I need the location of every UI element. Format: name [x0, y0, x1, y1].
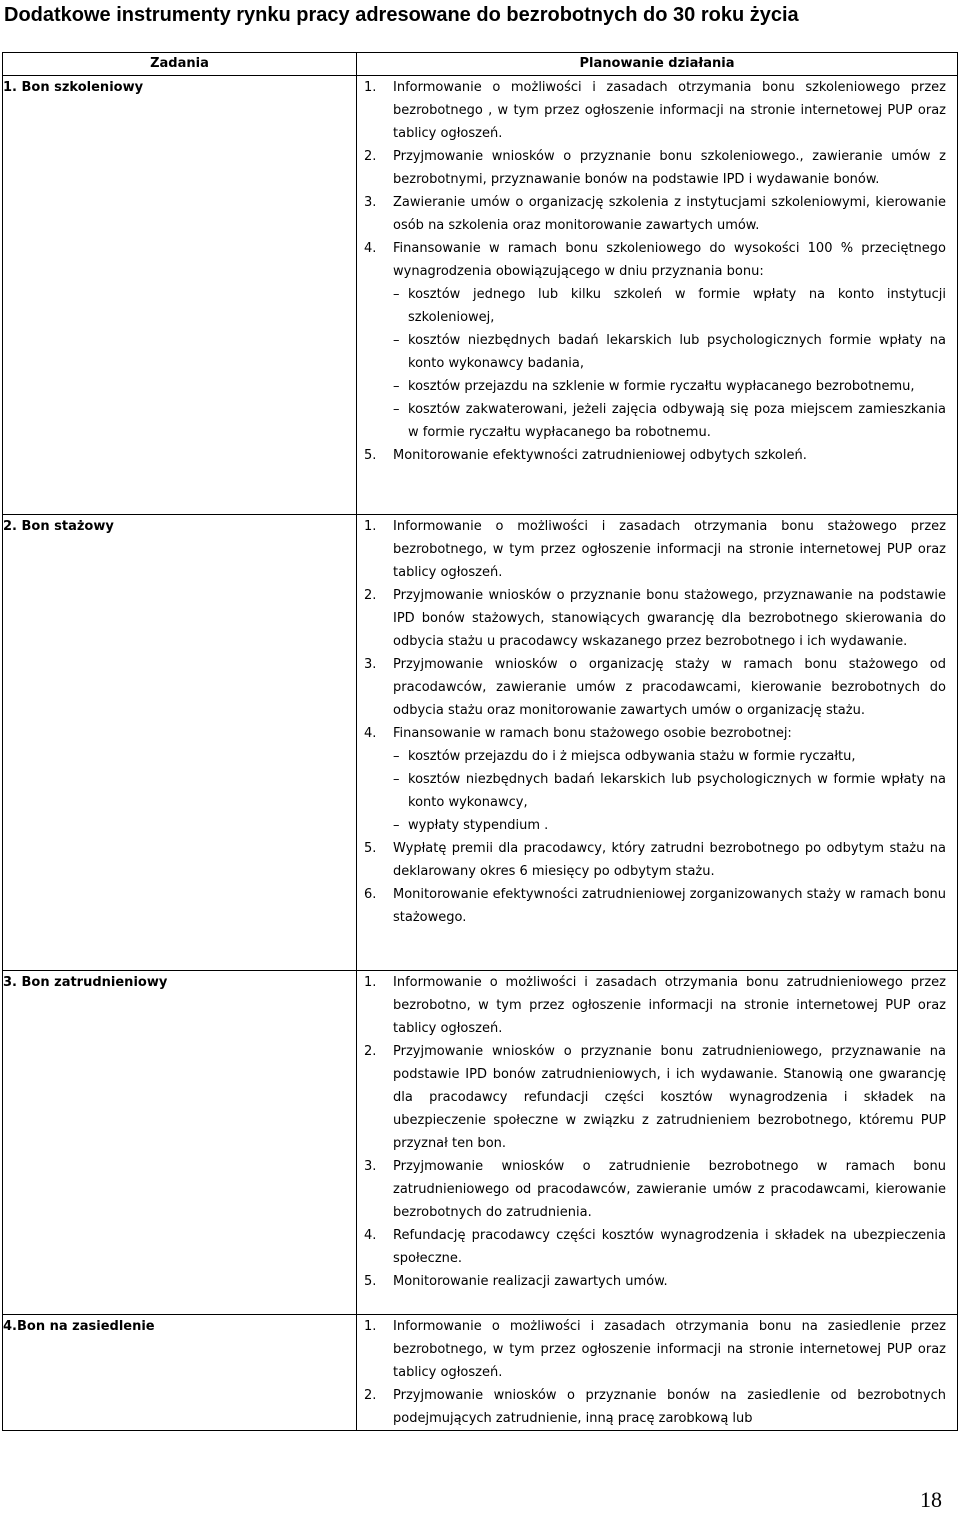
- step-number: 2.: [364, 1044, 377, 1059]
- sub-list: [393, 283, 946, 444]
- step-item: [357, 584, 946, 653]
- step-number: 2.: [364, 149, 377, 164]
- table-row: [3, 971, 958, 1315]
- action-plan-table: [2, 52, 958, 1431]
- step-item: [357, 1224, 946, 1270]
- table-header-row: [3, 53, 958, 76]
- steps-list: [357, 1315, 957, 1430]
- step-text: Przyjmowanie wniosków o organizację staży w ramach bonu stażowego od pracodawców, zawieranie umów z pracodawcami, kierowanie bezrobotnych do odbycia stażu oraz monitorowanie zawartych umów o organizację stażu.: [393, 657, 946, 718]
- sub-text: kosztów niezbędnych badań lekarskich lub psychologicznych formie wpłaty na konto wykonawcy badania,: [408, 333, 946, 371]
- step-item: [357, 76, 946, 145]
- sub-text: kosztów przejazdu do i ż miejsca odbywania stażu w formie ryczałtu,: [408, 749, 856, 764]
- page-title: Dodatkowe instrumenty rynku pracy adresowane do bezrobotnych do 30 roku życia: [4, 4, 799, 26]
- sub-item: [393, 375, 946, 398]
- sub-item: [393, 398, 946, 444]
- step-text: Monitorowanie efektywności zatrudnieniowej odbytych szkoleń.: [393, 448, 807, 463]
- table-row: [3, 76, 958, 515]
- steps-list: [357, 515, 957, 929]
- step-item: [357, 237, 946, 444]
- step-text: Zawieranie umów o organizację szkolenia z instytucjami szkoleniowymi, kierowanie osób na szkolenia oraz monitorowanie zawartych umów.: [393, 195, 946, 233]
- step-text: Monitorowanie realizacji zawartych umów.: [393, 1274, 668, 1289]
- step-item: [357, 1315, 946, 1384]
- step-text: Informowanie o możliwości i zasadach otrzymania bonu stażowego przez bezrobotnego, w tym przez ogłoszenie informacji na stronie internetowej PUP oraz tablicy ogłoszeń.: [393, 519, 946, 580]
- sub-text: wypłaty stypendium .: [408, 818, 549, 833]
- step-item: [357, 145, 946, 191]
- sub-item: [393, 768, 946, 814]
- step-text: Wypłatę premii dla pracodawcy, który zatrudni bezrobotnego po odbytym stażu na deklarowany okres 6 miesięcy po odbytym stażu.: [393, 841, 946, 879]
- steps-list: [357, 76, 957, 467]
- step-item: [357, 1155, 946, 1224]
- dash-icon: –: [393, 818, 400, 833]
- step-text: Przyjmowanie wniosków o zatrudnienie bezrobotnego w ramach bonu zatrudnieniowego od pracodawców, zawieranie umów z pracodawcami, kierowanie bezrobotnych do zatrudnienia.: [393, 1159, 946, 1220]
- sub-text: kosztów jednego lub kilku szkoleń w formie wpłaty na konto instytucji szkoleniowej,: [408, 287, 946, 325]
- planning-cell: [357, 1315, 958, 1431]
- step-text: Przyjmowanie wniosków o przyznanie bonu szkoleniowego., zawieranie umów z bezrobotnymi, przyznawanie bonów na podstawie IPD i wydawanie bonów.: [393, 149, 946, 187]
- step-text: Przyjmowanie wniosków o przyznanie bonu stażowego, przyznawanie na podstawie IPD bonów stażowych, stanowiących gwarancję dla bezrobotnego skierowania do odbycia stażu u pracodawcy wskazanego przez bezrobotnego i ich wydawanie.: [393, 588, 946, 649]
- step-item: [357, 883, 946, 929]
- step-number: 2.: [364, 1388, 377, 1403]
- step-text: Przyjmowanie wniosków o przyznanie bonów na zasiedlenie od bezrobotnych podejmujących zatrudnienie, inną pracę zarobkową lub: [393, 1388, 946, 1426]
- step-number: 3.: [364, 657, 377, 672]
- step-text: Informowanie o możliwości i zasadach otrzymania bonu zatrudnieniowego przez bezrobotno, w tym przez ogłoszenie informacji na stronie internetowej PUP oraz tablicy ogłoszeń.: [393, 975, 946, 1036]
- step-text: Finansowanie w ramach bonu szkoleniowego do wysokości 100 % przeciętnego wynagrodzenia obowiązującego w dniu przyznania bonu:: [393, 241, 946, 279]
- step-number: 5.: [364, 841, 377, 856]
- step-text: Informowanie o możliwości i zasadach otrzymania bonu szkoleniowego przez bezrobotnego , w tym przez ogłoszenie informacji na stronie internetowej PUP oraz tablicy ogłoszeń.: [393, 80, 946, 141]
- planning-cell: [357, 971, 958, 1315]
- task-cell: 1. Bon szkoleniowy: [3, 76, 357, 515]
- step-number: 3.: [364, 195, 377, 210]
- table-row: [3, 1315, 958, 1431]
- dash-icon: –: [393, 333, 400, 348]
- table-row: [3, 515, 958, 971]
- step-number: 1.: [364, 1319, 377, 1334]
- sub-text: kosztów zakwaterowani, jeżeli zajęcia odbywają się poza miejscem zamieszkania w formie ryczałtu wypłacanego ba robotnemu.: [408, 402, 946, 440]
- step-item: [357, 837, 946, 883]
- step-text: Przyjmowanie wniosków o przyznanie bonu zatrudnieniowego, przyznawanie na podstawie IPD bonów zatrudnieniowych, i ich wydawanie. Stanowią one gwarancję dla pracodawcy refundacji części kosztów wynagrodzenia i składek na ubezpieczenie społeczne w związku z zatrudnieniem bezrobotnego, któremu PUP przyznał ten bon.: [393, 1044, 946, 1151]
- step-number: 5.: [364, 448, 377, 463]
- step-item: [357, 515, 946, 584]
- dash-icon: –: [393, 379, 400, 394]
- task-cell: 4.Bon na zasiedlenie: [3, 1315, 357, 1431]
- header-tasks: Zadania: [3, 53, 357, 76]
- step-number: 2.: [364, 588, 377, 603]
- header-planning: Planowanie działania: [357, 53, 958, 76]
- page-number: 18: [920, 1487, 942, 1512]
- dash-icon: –: [393, 749, 400, 764]
- step-item: [357, 1270, 946, 1293]
- step-number: 1.: [364, 80, 377, 95]
- step-number: 4.: [364, 241, 377, 256]
- dash-icon: –: [393, 772, 400, 787]
- task-cell: 3. Bon zatrudnieniowy: [3, 971, 357, 1315]
- sub-list: [393, 745, 946, 837]
- step-item: [357, 1040, 946, 1155]
- task-cell: 2. Bon stażowy: [3, 515, 357, 971]
- steps-list: [357, 971, 957, 1293]
- dash-icon: –: [393, 287, 400, 302]
- step-number: 4.: [364, 1228, 377, 1243]
- step-text: Refundację pracodawcy części kosztów wynagrodzenia i składek na ubezpieczenia społeczne.: [393, 1228, 946, 1266]
- sub-item: [393, 283, 946, 329]
- step-item: [357, 971, 946, 1040]
- step-number: 5.: [364, 1274, 377, 1289]
- planning-cell: [357, 515, 958, 971]
- planning-cell: [357, 76, 958, 515]
- step-text: Monitorowanie efektywności zatrudnieniowej zorganizowanych staży w ramach bonu stażowego.: [393, 887, 946, 925]
- step-item: [357, 722, 946, 837]
- step-number: 1.: [364, 975, 377, 990]
- sub-item: [393, 329, 946, 375]
- step-text: Finansowanie w ramach bonu stażowego osobie bezrobotnej:: [393, 726, 792, 741]
- step-number: 1.: [364, 519, 377, 534]
- sub-item: [393, 745, 946, 768]
- step-item: [357, 444, 946, 467]
- step-item: [357, 653, 946, 722]
- step-number: 6.: [364, 887, 377, 902]
- dash-icon: –: [393, 402, 400, 417]
- step-number: 3.: [364, 1159, 377, 1174]
- step-number: 4.: [364, 726, 377, 741]
- step-item: [357, 191, 946, 237]
- sub-text: kosztów przejazdu na szklenie w formie ryczałtu wypłacanego bezrobotnemu,: [408, 379, 915, 394]
- sub-text: kosztów niezbędnych badań lekarskich lub psychologicznych w formie wpłaty na konto wykonawcy,: [408, 772, 946, 810]
- step-item: [357, 1384, 946, 1430]
- sub-item: [393, 814, 946, 837]
- step-text: Informowanie o możliwości i zasadach otrzymania bonu na zasiedlenie przez bezrobotnego, w tym przez ogłoszenie informacji na stronie internetowej PUP oraz tablicy ogłoszeń.: [393, 1319, 946, 1380]
